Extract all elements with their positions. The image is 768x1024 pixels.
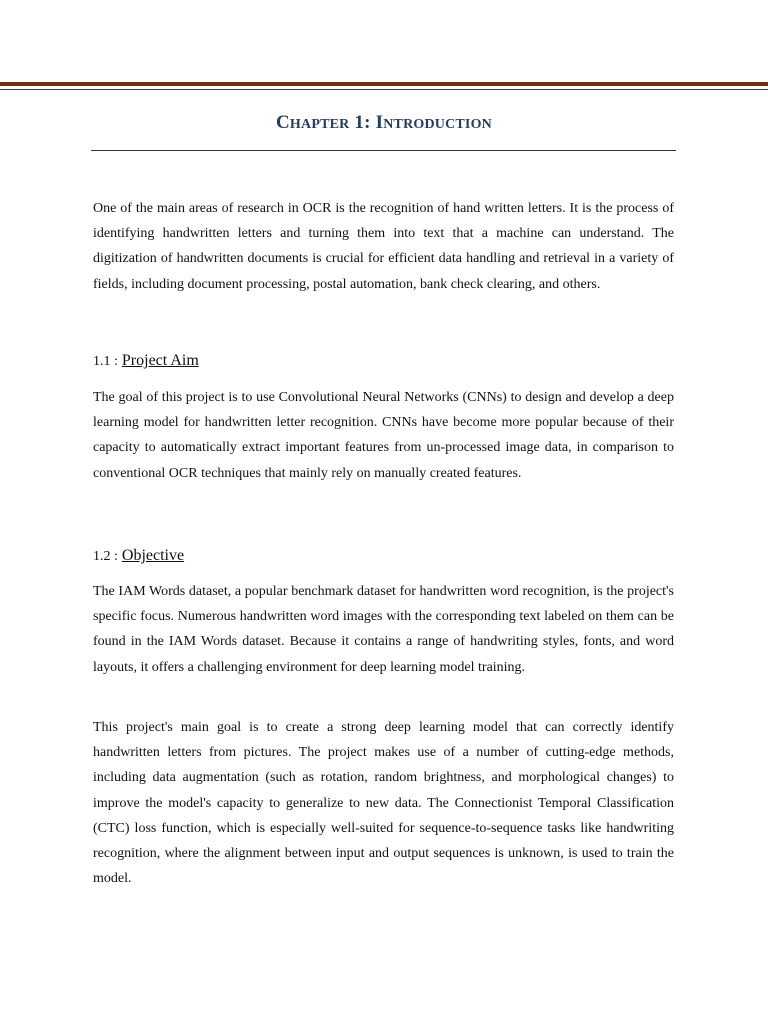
section-title: Objective [121,547,185,564]
section-title: Project Aim [121,352,199,369]
chapter-number: 1: [354,112,371,133]
objective-paragraph-1: The IAM Words dataset, a popular benchmark dataset for handwritten word recognition, is the project's specific focus. Numerous handwritten word images with the corresponding text labeled on them can be found in the IAM Words dataset. Because it contains a range of handwriting styles, fonts, and word layouts, it offers a challenging environment for deep learning model training. [93,584,674,675]
objective-paragraph-2: This project's main goal is to create a strong deep learning model that can correctly identify handwritten letters from pictures. The project makes use of a number of cutting-edge methods, including data augmentation (such as rotation, random brightness, and morphological changes) to improve the model's capacity to generalize to new data. The Connectionist Temporal Classification (CTC) loss function, which is especially well-suited for sequence-to-sequence tasks like handwriting recognition, where the alignment between input and output sequences is unknown, is used to train the model. [93,720,674,887]
section-heading-objective [93,547,184,565]
chapter-prefix-cap: C [276,112,290,133]
project-aim-paragraph: The goal of this project is to use Convolutional Neural Networks (CNNs) to design and develop a deep learning model for handwritten letter recognition. CNNs have become more popular because of their capacity to automatically extract important features from un-processed image data, in comparison to conventional OCR techniques that mainly rely on manually created features. [93,390,674,481]
header-rule-thick [0,82,768,86]
chapter-title [0,112,768,134]
section-number: 1.2 : [93,549,118,564]
chapter-prefix-rest: HAPTER [289,117,350,132]
section-number: 1.1 : [93,354,118,369]
section-heading-project-aim [93,352,199,370]
intro-paragraph: One of the main areas of research in OCR is the recognition of hand written letters. It is the process of identifying handwritten letters and turning them into text that a machine can understand. The digitization of handwritten documents is crucial for efficient data handling and retrieval in a variety of fields, including document processing, postal automation, bank check clearing, and others. [93,201,674,292]
header-rule-thin [0,89,768,90]
title-underline-rule [91,150,676,151]
chapter-title-rest: NTRODUCTION [383,117,492,132]
chapter-title-cap: I [375,112,384,133]
